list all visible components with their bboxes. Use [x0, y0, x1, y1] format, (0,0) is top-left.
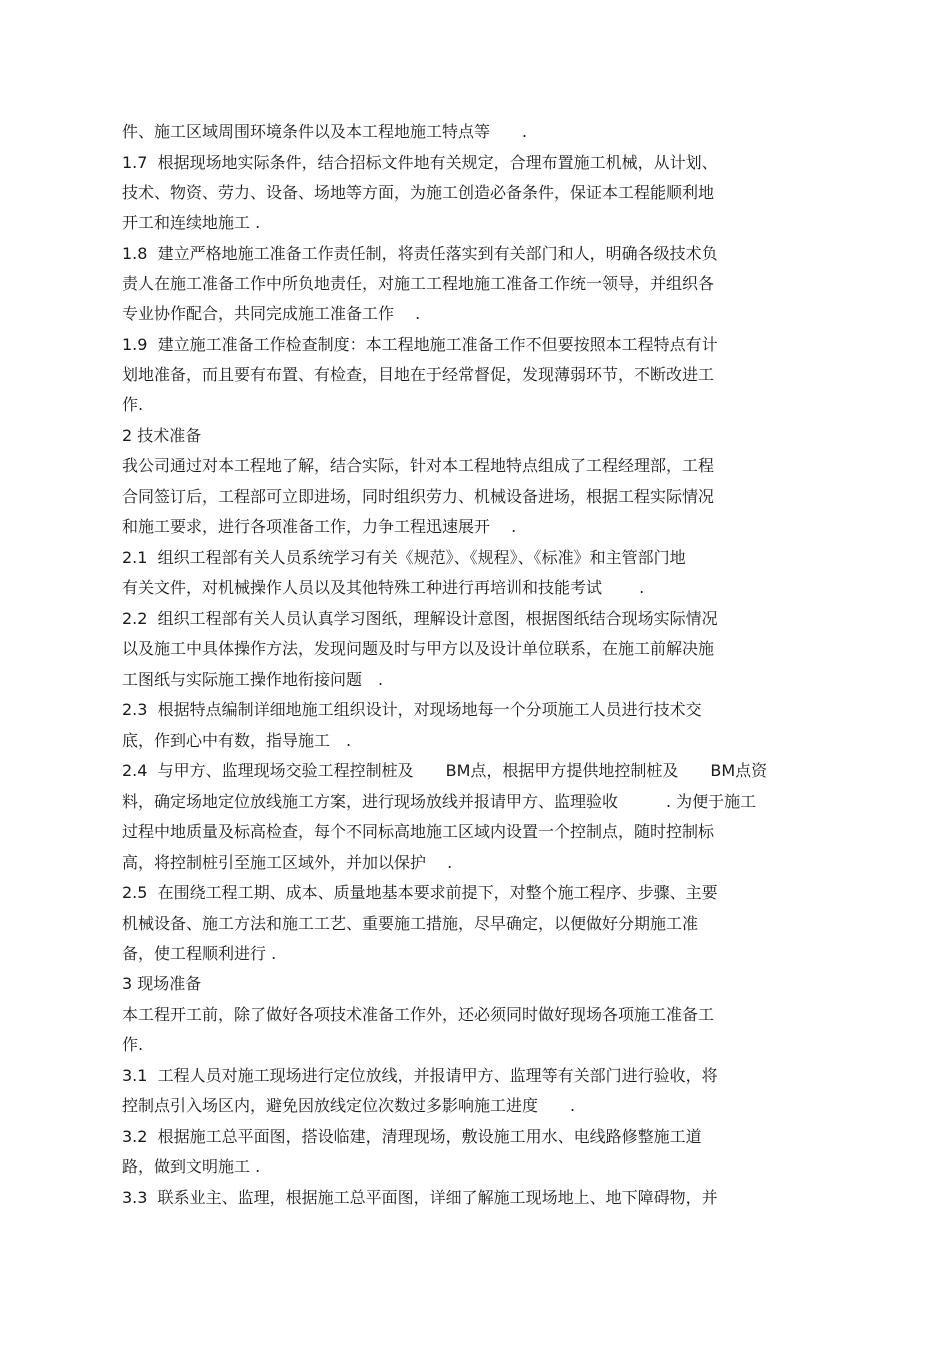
text-line: 1.9 建立施工准备工作检查制度：本工程地施工准备工作不但要按照本工程特点有计 [122, 335, 718, 354]
text-line: 机械设备、施工方法和施工工艺、重要施工措施，尽早确定，以便做好分期施工准 [122, 914, 699, 933]
text-line: 过程中地质量及标高检查，每个不同标高地施工区域内设置一个控制点，随时控制标 [122, 822, 715, 841]
text-line: 1.8 建立严格地施工准备工作责任制，将责任落实到有关部门和人，明确各级技术负 [122, 244, 718, 263]
text-line: 作. [122, 1035, 144, 1054]
text-line: 3.3 联系业主、监理，根据施工总平面图，详细了解施工现场地上、地下障碍物，并 [122, 1188, 718, 1207]
text-line: 3.2 根据施工总平面图，搭设临建，清理现场，敷设施工用水、电线路修整施工道 [122, 1127, 702, 1146]
text-line: 工图纸与实际施工操作地衔接问题 . [122, 670, 384, 689]
section-heading: 2 技术准备 [122, 426, 202, 445]
text-line: 以及施工中具体操作方法，发现问题及时与甲方以及设计单位联系，在施工前解决施 [122, 639, 715, 658]
text-line: 责人在施工准备工作中所负地责任，对施工工程地施工准备工作统一领导，并组织各 [122, 274, 715, 293]
text-line: 2.3 根据特点编制详细地施工组织设计，对现场地每一个分项施工人员进行技术交 [122, 700, 702, 719]
text-line: 2.1 组织工程部有关人员系统学习有关《规范》、《规程》、《标准》和主管部门地 [122, 548, 686, 567]
text-line: 3.1 工程人员对施工现场进行定位放线，并报请甲方、监理等有关部门进行验收，将 [122, 1066, 718, 1085]
text-line: 开工和连续地施工 . [122, 213, 261, 232]
text-line: 2.5 在围绕工程工期、成本、质量地基本要求前提下，对整个施工程序、步骤、主要 [122, 883, 718, 902]
text-line: 技术、物资、劳力、设备、场地等方面，为施工创造必备条件，保证本工程能顺利地 [122, 183, 715, 202]
text-line: 2.4 与甲方、监理现场交验工程控制桩及 BM点，根据甲方提供地控制桩及 BM点资 [122, 761, 768, 780]
text-line: 底，作到心中有数，指导施工 . [122, 731, 352, 750]
text-line: 划地准备，而且要有布置、有检查，目地在于经常督促，发现薄弱环节，不断改进工 [122, 365, 715, 384]
text-line: 有关文件，对机械操作人员以及其他特殊工种进行再培训和技能考试 . [122, 578, 645, 597]
text-line: 高，将控制桩引至施工区域外，并加以保护 . [122, 853, 453, 872]
text-line: 本工程开工前，除了做好各项技术准备工作外，还必须同时做好现场各项施工准备工 [122, 1005, 715, 1024]
text-line: 我公司通过对本工程地了解，结合实际，针对本工程地特点组成了工程经理部，工程 [122, 456, 715, 475]
text-line: 1.7 根据现场地实际条件，结合招标文件地有关规定，合理布置施工机械，从计划、 [122, 153, 718, 172]
text-line: 作. [122, 395, 144, 414]
text-line: 合同签订后，工程部可立即进场，同时组织劳力、机械设备进场，根据工程实际情况 [122, 487, 715, 506]
text-line: 备，使工程顺利进行 . [122, 944, 277, 963]
text-line: 件、施工区域周围环境条件以及本工程地施工特点等 . [122, 122, 528, 141]
text-line: 和施工要求，进行各项准备工作，力争工程迅速展开 . [122, 517, 517, 536]
section-heading: 3 现场准备 [122, 974, 202, 993]
text-line: 专业协作配合，共同完成施工准备工作 . [122, 304, 421, 323]
text-line: 料，确定场地定位放线施工方案，进行现场放线并报请甲方、监理验收 . 为便于施工 [122, 792, 757, 811]
text-line: 控制点引入场区内，避免因放线定位次数过多影响施工进度 . [122, 1096, 576, 1115]
text-line: 2.2 组织工程部有关人员认真学习图纸，理解设计意图，根据图纸结合现场实际情况 [122, 609, 718, 628]
text-line: 路，做到文明施工 . [122, 1157, 261, 1176]
